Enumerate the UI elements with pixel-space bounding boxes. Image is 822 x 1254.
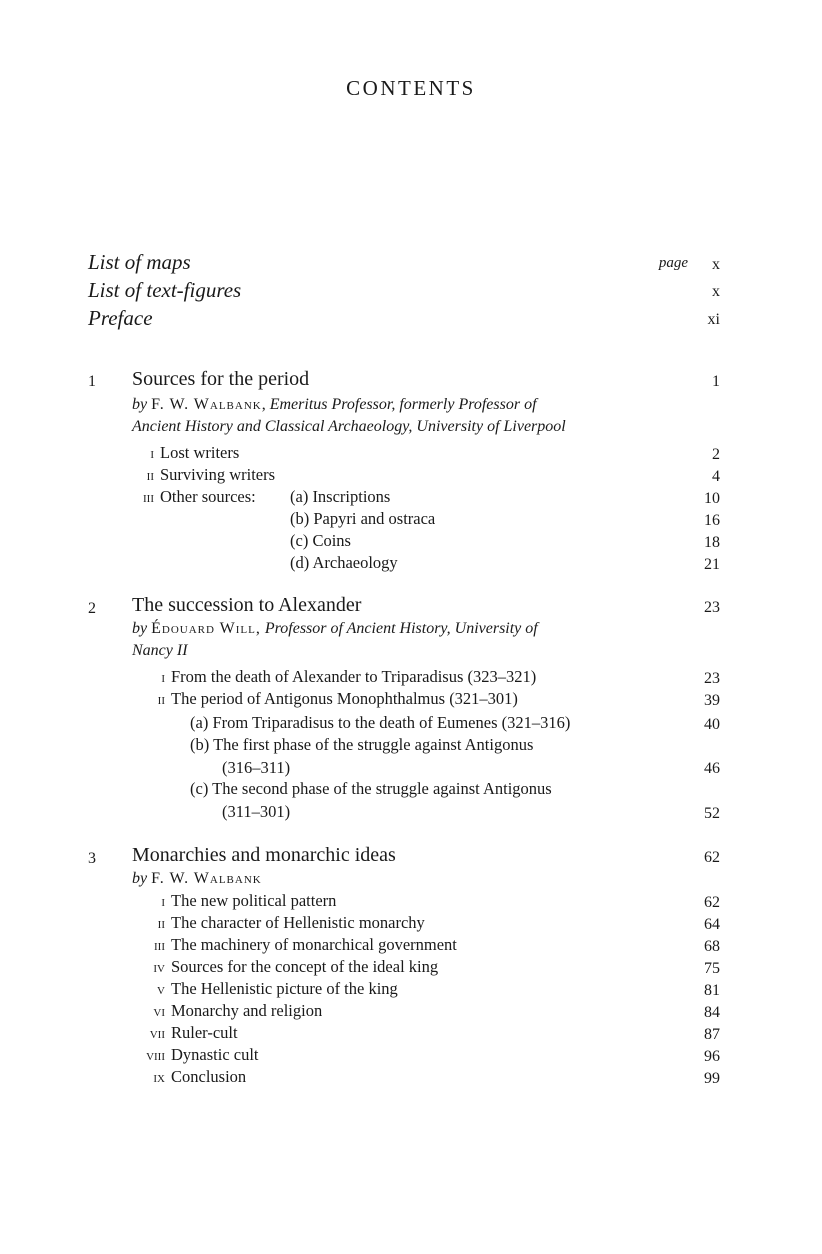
toc-page-number: 75 [704,960,720,977]
toc-section[interactable] [132,891,336,911]
chapter-title-sources[interactable]: Sources for the period [132,368,310,390]
section-number: ii [157,916,165,932]
byline-by: by [132,620,148,637]
toc-section[interactable] [132,487,256,507]
section-number: ii [146,468,154,484]
toc-entry-list-of-maps[interactable]: List of maps [88,250,191,274]
author-name: Édouard Will, [151,620,261,637]
toc-section[interactable] [132,1001,322,1021]
toc-page-number: 39 [704,692,720,709]
section-title: Surviving writers [160,465,276,484]
section-number: i [161,894,165,910]
section-title: Lost writers [160,443,240,462]
section-title: Sources for the concept of the ideal king [171,957,439,976]
author-affiliation: Ancient History and Classical Archaeology, University of Liverpool [132,418,566,435]
section-number: vi [153,1004,165,1020]
toc-subsection[interactable]: (a) From Triparadisus to the death of Eumenes (321–316) [190,713,571,732]
toc-section[interactable] [132,935,457,955]
toc-page-number: 62 [704,894,720,911]
section-number: iii [154,938,165,954]
toc-page-number: 21 [704,556,720,573]
toc-page-number: 16 [704,512,720,529]
toc-subsection[interactable]: (b) Papyri and ostraca [290,509,436,528]
toc-subsection[interactable]: (c) Coins [290,531,351,550]
toc-page-number: x [712,283,720,300]
section-title: The character of Hellenistic monarchy [171,913,425,932]
chapter-byline [132,870,262,888]
toc-page-number: 62 [704,849,720,866]
toc-entry-list-of-text-figures[interactable]: List of text-figures [88,278,242,302]
chapter-byline [132,620,538,638]
toc-subsection[interactable]: (a) Inscriptions [290,487,391,506]
toc-page-number: 99 [704,1070,720,1087]
toc-page-number: 68 [704,938,720,955]
toc-entry-preface[interactable]: Preface [88,306,153,330]
toc-section[interactable] [132,443,239,463]
section-number: v [157,982,165,998]
toc-page-number: 1 [712,373,720,390]
author-affiliation: Emeritus Professor, formerly Professor of [269,396,537,413]
toc-section[interactable] [132,1045,259,1065]
toc-page-number: x [712,256,720,273]
toc-section[interactable] [132,979,398,999]
toc-section[interactable] [132,1067,246,1087]
section-number: i [161,670,165,686]
section-number: i [150,446,154,462]
section-title: The new political pattern [171,891,337,910]
toc-page-number: xi [707,311,720,328]
section-title: The period of Antigonus Monophthalmus (321–301) [171,689,518,708]
byline-by: by [132,870,148,887]
toc-subsection-continued: (311–301) [222,802,291,821]
section-number: iii [143,490,154,506]
chapter-number: 1 [88,373,96,390]
toc-section[interactable] [132,913,425,933]
toc-page-number: 81 [704,982,720,999]
author-name: F. W. Walbank [151,870,262,887]
toc-page-number: 96 [704,1048,720,1065]
toc-page-number: 84 [704,1004,720,1021]
section-title: Ruler-cult [171,1023,238,1042]
toc-subsection[interactable]: (d) Archaeology [290,553,398,572]
toc-page-number: 2 [712,446,720,463]
toc-page-number: 4 [712,468,720,485]
toc-subsection[interactable]: (c) The second phase of the struggle against Antigonus [190,779,552,798]
toc-subsection[interactable]: (b) The first phase of the struggle against Antigonus [190,735,534,754]
chapter-title-monarchies[interactable]: Monarchies and monarchic ideas [132,844,396,866]
toc-page-number: 10 [704,490,720,507]
section-number: iv [153,960,165,976]
section-number: viii [146,1048,165,1064]
section-number: ix [153,1070,165,1086]
toc-page-number: 40 [704,716,720,733]
byline-by: by [132,396,148,413]
section-number: vii [149,1026,165,1042]
section-title: The Hellenistic picture of the king [171,979,398,998]
page-word: page [658,255,688,271]
toc-page-number: 23 [704,670,720,687]
toc-page-number: 23 [704,599,720,616]
section-title: Dynastic cult [171,1045,259,1064]
section-title: Other sources: [160,487,256,506]
toc-section[interactable] [132,465,275,485]
toc-page-number: 52 [704,805,720,822]
author-affiliation: Professor of Ancient History, University of [264,620,538,637]
toc-section[interactable] [132,957,438,977]
toc-page-number: 64 [704,916,720,933]
chapter-byline: by F. W. Walbank, Emeritus Professor, formerly Professor of [132,396,537,413]
toc-section[interactable] [145,667,536,687]
chapter-number: 3 [88,850,96,867]
section-title: From the death of Alexander to Triparadisus (323–321) [171,667,537,686]
toc-section[interactable] [132,1023,238,1043]
author-name: F. W. Walbank [151,396,262,413]
toc-page-number: 87 [704,1026,720,1043]
toc-section[interactable] [145,689,518,709]
section-title: The machinery of monarchical government [171,935,457,954]
page-title: CONTENTS [346,76,476,100]
toc-subsection-continued: (316–311) [222,758,291,777]
toc-page-number: 18 [704,534,720,551]
section-title: Monarchy and religion [171,1001,323,1020]
section-title: Conclusion [171,1067,247,1086]
chapter-title-succession[interactable]: The succession to Alexander [132,594,362,616]
toc-page-number: 46 [704,760,720,777]
section-number: ii [157,692,165,708]
author-affiliation: Nancy II [132,642,188,659]
chapter-number: 2 [88,600,96,617]
